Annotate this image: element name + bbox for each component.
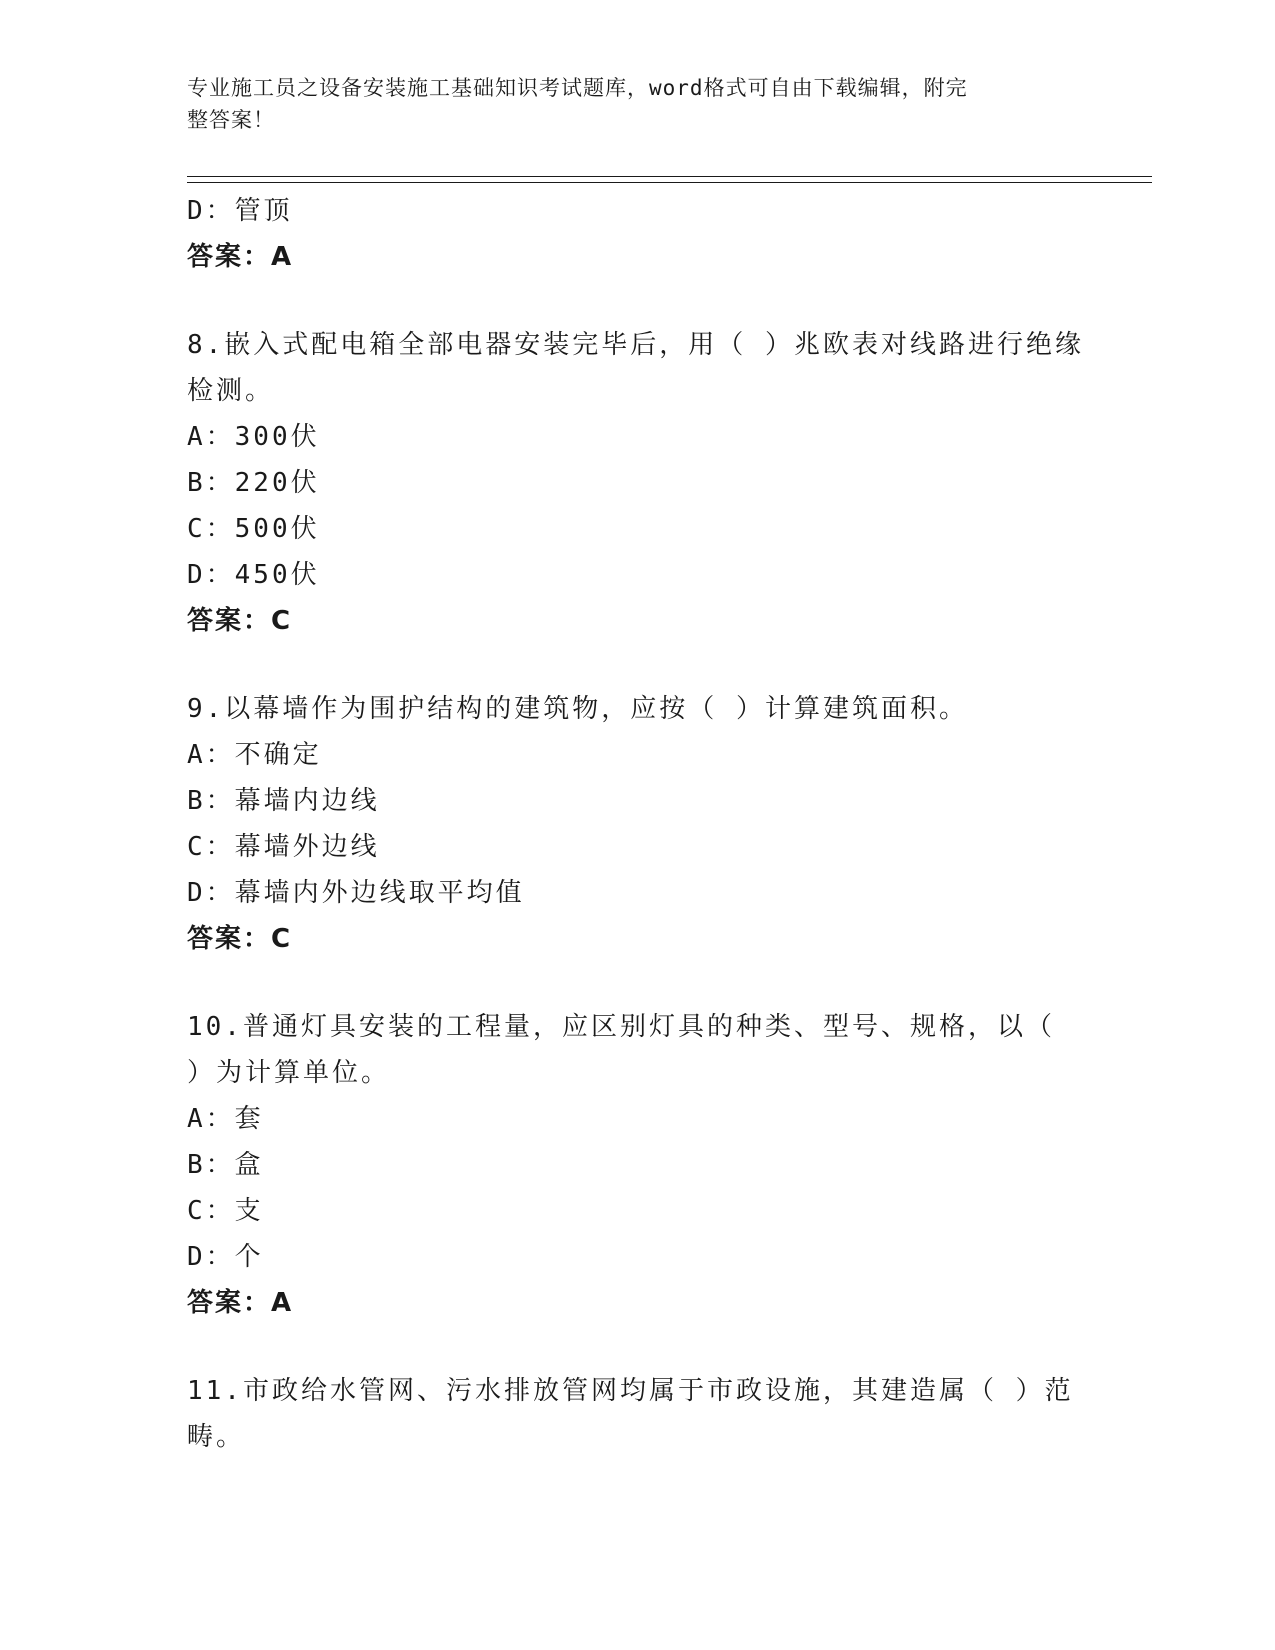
spacer bbox=[187, 1326, 1087, 1368]
answer-line: 答案：A bbox=[187, 1288, 294, 1318]
option-b: B：幕墙内边线 bbox=[187, 786, 380, 816]
answer-line: 答案：C bbox=[187, 606, 293, 636]
spacer bbox=[187, 644, 1087, 686]
option-b: B：220伏 bbox=[187, 468, 320, 498]
option-c: C：支 bbox=[187, 1196, 264, 1226]
question-8 bbox=[187, 322, 1087, 644]
question-text: 11.市政给水管网、污水排放管网均属于市政设施，其建造属（ ）范 bbox=[187, 1376, 1074, 1406]
option-d: D：个 bbox=[187, 1242, 264, 1272]
option-a: A：套 bbox=[187, 1104, 264, 1134]
question-text-cont: 畴。 bbox=[187, 1422, 246, 1452]
option-c: C：幕墙外边线 bbox=[187, 832, 380, 862]
question-9 bbox=[187, 686, 1087, 962]
header-rule-top bbox=[187, 176, 1152, 177]
option-d: D：管顶 bbox=[187, 196, 293, 226]
question-11 bbox=[187, 1368, 1087, 1460]
question-text: 8.嵌入式配电箱全部电器安装完毕后，用（ ）兆欧表对线路进行绝缘 bbox=[187, 330, 1084, 360]
spacer bbox=[187, 962, 1087, 1004]
option-a: A：不确定 bbox=[187, 740, 322, 770]
document-header bbox=[187, 72, 1067, 136]
option-d: D：幕墙内外边线取平均值 bbox=[187, 878, 525, 908]
prev-question bbox=[187, 188, 1087, 280]
header-line-1: 专业施工员之设备安装施工基础知识考试题库，word格式可自由下载编辑，附完 bbox=[187, 76, 968, 100]
answer-line: 答案：A bbox=[187, 242, 294, 272]
question-text-cont: ）为计算单位。 bbox=[187, 1058, 391, 1088]
option-a: A：300伏 bbox=[187, 422, 320, 452]
question-text: 9.以幕墙作为围护结构的建筑物，应按（ ）计算建筑面积。 bbox=[187, 694, 968, 724]
option-c: C：500伏 bbox=[187, 514, 320, 544]
answer-line: 答案：C bbox=[187, 924, 293, 954]
header-rule-bottom bbox=[187, 182, 1152, 183]
question-text: 10.普通灯具安装的工程量，应区别灯具的种类、型号、规格，以（ bbox=[187, 1012, 1055, 1042]
document-body bbox=[187, 188, 1087, 1460]
spacer bbox=[187, 280, 1087, 322]
question-text-cont: 检测。 bbox=[187, 376, 275, 406]
option-b: B：盒 bbox=[187, 1150, 264, 1180]
option-d: D：450伏 bbox=[187, 560, 320, 590]
question-10 bbox=[187, 1004, 1087, 1326]
header-line-2: 整答案！ bbox=[187, 108, 275, 132]
